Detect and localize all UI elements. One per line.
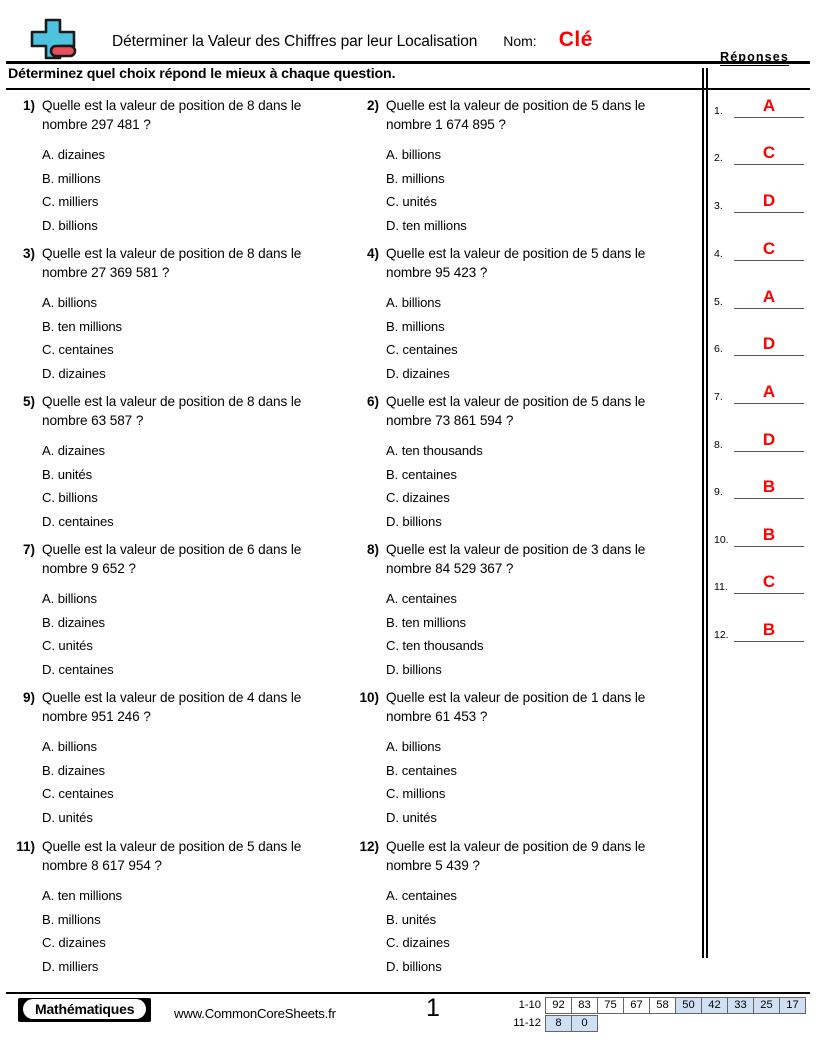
answer-value: D <box>762 430 776 449</box>
choice-list <box>386 291 694 385</box>
answer-blank-line[interactable] <box>734 641 804 642</box>
question-item <box>12 689 356 830</box>
choice-option[interactable]: A. billions <box>42 295 97 311</box>
choice-option[interactable]: D. centaines <box>42 661 114 677</box>
question-row <box>12 541 700 682</box>
score-cell-empty <box>623 1015 650 1032</box>
page-header <box>12 0 804 58</box>
answer-index: 7. <box>714 391 723 403</box>
answer-index: 3. <box>714 200 723 212</box>
brand-badge <box>18 998 151 1022</box>
page-number: 1 <box>426 994 440 1022</box>
question-item <box>12 541 356 682</box>
answer-value: B <box>762 477 776 496</box>
choice-list <box>42 143 350 237</box>
score-cell: 75 <box>597 997 624 1014</box>
answer-value: A <box>762 287 776 306</box>
question-body <box>42 97 350 238</box>
choice-option[interactable]: B. ten millions <box>386 614 467 630</box>
question-body <box>386 541 694 682</box>
answer-row <box>714 378 804 404</box>
question-number: 3) <box>22 246 35 261</box>
answer-index: 12. <box>714 629 729 641</box>
choice-option[interactable]: C. millions <box>386 786 446 802</box>
question-number: 7) <box>22 542 35 557</box>
choice-option[interactable]: D. billions <box>386 513 442 529</box>
question-item <box>356 541 700 682</box>
question-row <box>12 689 700 830</box>
score-row-label: 11-12 <box>513 1017 541 1029</box>
choice-option[interactable]: B. millions <box>386 318 445 334</box>
question-body <box>42 689 350 830</box>
question-text: Quelle est la valeur de position de 5 dans le nombre 73 861 594 ? <box>386 394 646 428</box>
question-row <box>12 393 700 534</box>
answer-blank-line[interactable] <box>734 164 804 165</box>
answer-value: B <box>762 525 776 544</box>
choice-list <box>386 735 694 829</box>
name-label: Nom: <box>503 33 537 49</box>
choice-option[interactable]: C. milliers <box>42 194 99 210</box>
score-cell: 8 <box>545 1015 572 1032</box>
answer-index: 6. <box>714 343 723 355</box>
choice-list <box>386 143 694 237</box>
question-body <box>386 393 694 534</box>
choice-option[interactable]: A. dizaines <box>42 147 105 163</box>
question-number: 1) <box>22 98 35 113</box>
header-divider <box>6 61 810 64</box>
question-text: Quelle est la valeur de position de 6 dans le nombre 9 652 ? <box>42 542 302 576</box>
score-cell: 0 <box>571 1015 598 1032</box>
question-row <box>12 245 700 386</box>
answer-blank-line[interactable] <box>734 546 804 547</box>
answer-row <box>714 330 804 356</box>
score-cell-empty <box>753 1015 780 1032</box>
score-cell-empty <box>597 1015 624 1032</box>
choice-option[interactable]: C. billions <box>42 490 98 506</box>
question-item <box>12 838 356 979</box>
answers-divider-right <box>706 68 708 958</box>
score-cell-empty <box>701 1015 728 1032</box>
question-item <box>12 245 356 386</box>
question-number: 4) <box>366 246 379 261</box>
answer-blank-line[interactable] <box>734 117 804 118</box>
answer-blank-line[interactable] <box>734 355 804 356</box>
answer-index: 8. <box>714 439 723 451</box>
score-cell: 92 <box>545 997 572 1014</box>
question-number: 12) <box>359 839 379 854</box>
score-row <box>501 997 806 1014</box>
answer-blank-line[interactable] <box>734 403 804 404</box>
question-text: Quelle est la valeur de position de 5 dans le nombre 95 423 ? <box>386 246 646 280</box>
question-text: Quelle est la valeur de position de 4 dans le nombre 951 246 ? <box>42 690 302 724</box>
choice-option[interactable]: B. unités <box>42 466 93 482</box>
choice-option[interactable]: C. dizaines <box>42 935 106 951</box>
choice-option[interactable]: A. billions <box>386 739 441 755</box>
question-number: 2) <box>366 98 379 113</box>
choice-option[interactable]: D. unités <box>386 809 437 825</box>
choice-option[interactable]: C. unités <box>42 638 93 654</box>
choice-option[interactable]: C. ten thousands <box>386 638 484 654</box>
question-number: 6) <box>366 394 379 409</box>
answer-index: 10. <box>714 534 729 546</box>
answer-blank-line[interactable] <box>734 593 804 594</box>
choice-option[interactable]: D. billions <box>42 217 98 233</box>
question-number: 8) <box>366 542 379 557</box>
question-text: Quelle est la valeur de position de 8 dans le nombre 27 369 581 ? <box>42 246 302 280</box>
question-item <box>12 97 356 238</box>
answer-index: 5. <box>714 296 723 308</box>
answer-row <box>714 616 804 642</box>
choice-option[interactable]: B. millions <box>42 170 101 186</box>
score-row <box>501 1015 806 1032</box>
answer-value: A <box>762 96 776 115</box>
site-url: www.CommonCoreSheets.fr <box>174 1006 336 1021</box>
choice-option[interactable]: D. dizaines <box>42 365 106 381</box>
answer-index: 11. <box>714 581 728 593</box>
score-row-label: 1-10 <box>518 999 541 1011</box>
choice-option[interactable]: B. ten millions <box>42 318 123 334</box>
choice-option[interactable]: D. ten millions <box>386 217 467 233</box>
choice-option[interactable]: D. unités <box>42 809 93 825</box>
questions-grid <box>12 92 700 982</box>
choice-option[interactable]: A. billions <box>42 739 97 755</box>
answer-value: C <box>762 239 776 258</box>
answer-row <box>714 426 804 452</box>
question-number: 5) <box>22 394 35 409</box>
question-text: Quelle est la valeur de position de 8 dans le nombre 63 587 ? <box>42 394 302 428</box>
header-title-row <box>112 28 804 52</box>
question-number: 9) <box>22 690 35 705</box>
choice-option[interactable]: D. milliers <box>42 958 99 974</box>
answers-title: Réponses <box>720 50 789 64</box>
choice-list <box>42 439 350 533</box>
choice-list <box>42 587 350 681</box>
question-number: 11) <box>16 839 35 854</box>
answer-blank-line[interactable] <box>734 212 804 213</box>
choice-option[interactable]: D. dizaines <box>386 365 450 381</box>
choice-list <box>386 439 694 533</box>
score-cell-empty <box>779 1015 806 1032</box>
answer-row <box>714 139 804 165</box>
choice-option[interactable]: B. dizaines <box>42 762 105 778</box>
answer-row <box>714 92 804 118</box>
choice-option[interactable]: A. centaines <box>386 591 457 607</box>
instructions-divider <box>6 88 810 90</box>
question-text: Quelle est la valeur de position de 9 dans le nombre 5 439 ? <box>386 839 646 873</box>
question-row <box>12 97 700 238</box>
name-value: Clé <box>558 28 593 51</box>
question-body <box>42 838 350 979</box>
score-cell: 58 <box>649 997 676 1014</box>
answer-row <box>714 235 804 261</box>
choice-option[interactable]: C. dizaines <box>386 935 450 951</box>
plus-minus-logo-icon <box>18 14 80 62</box>
answer-value: D <box>762 334 776 353</box>
answer-index: 9. <box>714 486 723 498</box>
question-body <box>386 838 694 979</box>
answer-blank-line[interactable] <box>734 451 804 452</box>
question-text: Quelle est la valeur de position de 5 dans le nombre 1 674 895 ? <box>386 98 646 132</box>
question-text: Quelle est la valeur de position de 8 dans le nombre 297 481 ? <box>42 98 302 132</box>
choice-option[interactable]: C. unités <box>386 194 437 210</box>
choice-option[interactable]: A. dizaines <box>42 443 105 459</box>
question-body <box>42 393 350 534</box>
answer-blank-line[interactable] <box>734 498 804 499</box>
choice-list <box>386 884 694 978</box>
answers-divider-left <box>702 68 704 958</box>
score-cell: 50 <box>675 997 702 1014</box>
question-item <box>356 689 700 830</box>
choice-option[interactable]: B. unités <box>386 911 437 927</box>
answers-panel <box>700 50 804 982</box>
choice-list <box>42 884 350 978</box>
choice-option[interactable]: A. billions <box>386 295 441 311</box>
choice-option[interactable]: C. centaines <box>42 786 114 802</box>
question-number: 10) <box>359 690 379 705</box>
choice-option[interactable]: D. centaines <box>42 513 114 529</box>
question-text: Quelle est la valeur de position de 3 dans le nombre 84 529 367 ? <box>386 542 646 576</box>
question-body <box>386 689 694 830</box>
choice-list <box>42 735 350 829</box>
question-item <box>356 838 700 979</box>
choice-option[interactable]: A. billions <box>42 591 97 607</box>
choice-list <box>42 291 350 385</box>
question-text: Quelle est la valeur de position de 5 dans le nombre 8 617 954 ? <box>42 839 302 873</box>
answer-value: D <box>762 191 776 210</box>
choice-option[interactable]: A. centaines <box>386 888 457 904</box>
question-body <box>386 245 694 386</box>
score-cell: 67 <box>623 997 650 1014</box>
choice-option[interactable]: A. ten millions <box>42 888 123 904</box>
score-cell: 17 <box>779 997 806 1014</box>
question-item <box>356 393 700 534</box>
score-cell: 42 <box>701 997 728 1014</box>
choice-option[interactable]: B. dizaines <box>42 614 105 630</box>
answer-index: 2. <box>714 152 723 164</box>
choice-option[interactable]: A. billions <box>386 147 441 163</box>
answer-row <box>714 283 804 309</box>
answer-row <box>714 473 804 499</box>
answer-value: B <box>762 620 776 639</box>
answer-row <box>714 568 804 594</box>
score-cell: 25 <box>753 997 780 1014</box>
score-cell-empty <box>649 1015 676 1032</box>
answer-value: C <box>762 572 776 591</box>
question-row <box>12 838 700 979</box>
score-cell: 33 <box>727 997 754 1014</box>
choice-option[interactable]: C. centaines <box>42 342 114 358</box>
choice-option[interactable]: B. centaines <box>386 762 457 778</box>
choice-option[interactable]: D. billions <box>386 958 442 974</box>
answer-row <box>714 521 804 547</box>
score-cell-empty <box>727 1015 754 1032</box>
choice-option[interactable]: B. millions <box>386 170 445 186</box>
answer-row <box>714 187 804 213</box>
choice-list <box>386 587 694 681</box>
answer-value: C <box>762 143 776 162</box>
choice-option[interactable]: A. ten thousands <box>386 443 483 459</box>
choice-option[interactable]: C. centaines <box>386 342 458 358</box>
choice-option[interactable]: D. billions <box>386 661 442 677</box>
choice-option[interactable]: B. millions <box>42 911 101 927</box>
question-body <box>386 97 694 238</box>
instructions-text: Déterminez quel choix répond le mieux à chaque question. <box>8 66 396 82</box>
page-footer <box>6 994 810 1050</box>
answer-index: 1. <box>714 105 723 117</box>
score-cell: 83 <box>571 997 598 1014</box>
score-cell-empty <box>675 1015 702 1032</box>
question-item <box>356 245 700 386</box>
answer-blank-line[interactable] <box>734 308 804 309</box>
question-text: Quelle est la valeur de position de 1 dans le nombre 61 453 ? <box>386 690 646 724</box>
brand-label: Mathématiques <box>23 999 146 1019</box>
question-body <box>42 245 350 386</box>
question-body <box>42 541 350 682</box>
answer-index: 4. <box>714 248 723 260</box>
choice-option[interactable]: C. dizaines <box>386 490 450 506</box>
question-item <box>356 97 700 238</box>
answer-value: A <box>762 382 776 401</box>
page-title: Déterminer la Valeur des Chiffres par leur Localisation <box>112 33 478 50</box>
question-item <box>12 393 356 534</box>
choice-option[interactable]: B. centaines <box>386 466 457 482</box>
score-table <box>501 997 806 1032</box>
answer-blank-line[interactable] <box>734 260 804 261</box>
